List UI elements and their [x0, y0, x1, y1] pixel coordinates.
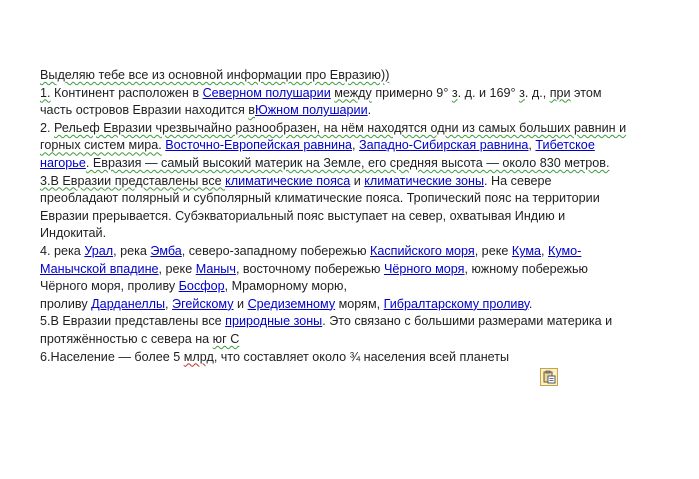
hyperlink[interactable]: Маныч — [195, 261, 236, 276]
text-run: , — [165, 296, 173, 311]
text-run: , Мраморному морю, — [224, 279, 347, 294]
hyperlink[interactable]: Каспийского моря — [370, 243, 475, 258]
text-run: примерно 9° — [371, 85, 452, 100]
text-run: Выделяю тебе все из основной информации про Евразию)) — [40, 68, 390, 82]
text-run: . Евразия — самый высокий материк на Земле, его средняя высота — около 830 метров. — [85, 155, 610, 170]
text-run: 6.Население — более 5 — [40, 349, 184, 364]
hyperlink[interactable]: Дарданеллы — [91, 296, 166, 311]
text-run: 3.В Евразии представлены все — [40, 173, 226, 188]
hyperlink[interactable]: Южном полушарии — [254, 103, 368, 118]
text-run: этом — [570, 85, 602, 100]
text-run: проливу — [40, 296, 92, 311]
text-run: 2. — [40, 120, 55, 135]
text-run: между — [334, 85, 372, 100]
text-line — [40, 225, 680, 243]
text-line — [40, 67, 680, 85]
text-run: , — [541, 243, 549, 258]
text-line — [40, 155, 680, 173]
paste-options-button[interactable] — [540, 368, 558, 386]
hyperlink[interactable]: климатические пояса — [225, 173, 351, 188]
text-line — [40, 208, 680, 226]
text-run: , что составляет около ¾ населения всей планеты — [213, 349, 510, 364]
hyperlink[interactable]: Северном полушарии — [202, 85, 331, 100]
hyperlink[interactable]: Эмба — [150, 243, 182, 258]
text-line — [40, 313, 680, 331]
text-run: , северо-западному побережью — [181, 243, 371, 258]
text-line — [40, 331, 680, 349]
text-run: . Это связано с большими размерами материка и — [322, 314, 613, 329]
text-line — [40, 102, 680, 120]
text-line — [40, 190, 680, 208]
text-run: горных систем мира. — [40, 138, 162, 153]
hyperlink[interactable]: нагорье — [40, 155, 86, 170]
text-run: 1. — [40, 85, 51, 100]
text-run: 4. река — [40, 243, 85, 258]
text-run: , — [528, 138, 536, 153]
text-run: 5.В Евразии представлены все — [40, 314, 226, 329]
text-run: часть островов Евразии находится — [40, 103, 249, 118]
text-run: Континент расположен в — [50, 85, 203, 100]
text-run: Индокитай. — [40, 226, 107, 241]
text-run: преобладают полярный и субполярный климатические пояса. Тропический пояс на территории — [40, 191, 600, 206]
text-run: Чёрного моря, проливу — [40, 279, 179, 294]
text-run: морям, — [335, 296, 384, 311]
text-run: Рельеф Евразии чрезвычайно разнообразен, на нём находятся одни из самых больших равнин и — [54, 120, 627, 135]
text-line — [40, 173, 680, 191]
hyperlink[interactable]: Эгейскому — [172, 296, 234, 311]
text-run: . — [528, 296, 533, 311]
hyperlink[interactable]: природные зоны — [225, 314, 323, 329]
text-run: , река — [113, 243, 151, 258]
text-run: , — [352, 138, 360, 153]
hyperlink[interactable]: Кумо- — [548, 243, 582, 258]
hyperlink[interactable]: Босфор — [178, 279, 225, 294]
text-line — [40, 296, 680, 314]
text-run: Евразии прерывается. Субэкваториальный пояс выступает на север, охватывая Индию и — [40, 208, 566, 223]
hyperlink[interactable]: Манычской впадине — [40, 261, 159, 276]
text-run: , реке — [474, 243, 512, 258]
hyperlink[interactable]: Кума — [511, 243, 542, 258]
text-run: . — [367, 103, 372, 118]
text-run: юг С — [212, 331, 240, 346]
hyperlink[interactable]: Западно-Сибирская равнина — [359, 138, 529, 153]
text-run: и — [233, 296, 248, 311]
text-line — [40, 120, 680, 138]
text-line — [40, 278, 680, 296]
text-line — [40, 243, 680, 261]
text-run: . д. и 169° — [457, 85, 520, 100]
text-run: з — [451, 85, 458, 100]
paste-clipboard-icon — [542, 370, 556, 384]
document-body[interactable] — [40, 67, 680, 366]
hyperlink[interactable]: Чёрного моря — [383, 261, 465, 276]
text-run: млрд — [183, 349, 214, 364]
text-run: , южному побережью — [464, 261, 588, 276]
text-run: при — [549, 85, 571, 100]
text-run: . д., — [524, 85, 550, 100]
text-run: з — [519, 85, 525, 100]
hyperlink[interactable]: Восточно-Европейская равнина — [165, 138, 353, 153]
hyperlink[interactable]: Гибралтарскому проливу — [383, 296, 529, 311]
hyperlink[interactable]: Тибетское — [535, 138, 595, 153]
text-run: . На севере — [484, 173, 552, 188]
text-run: и — [350, 173, 365, 188]
text-run: , восточному побережью — [235, 261, 384, 276]
text-line — [40, 137, 680, 155]
text-run: протяжённостью с севера на — [40, 331, 213, 346]
text-run: в — [248, 103, 255, 118]
text-line — [40, 349, 680, 367]
text-line — [40, 85, 680, 103]
hyperlink[interactable]: климатические зоны — [364, 173, 485, 188]
hyperlink[interactable]: Урал — [84, 243, 114, 258]
text-line — [40, 261, 680, 279]
hyperlink[interactable]: Средиземному — [247, 296, 336, 311]
text-run: , реке — [158, 261, 196, 276]
